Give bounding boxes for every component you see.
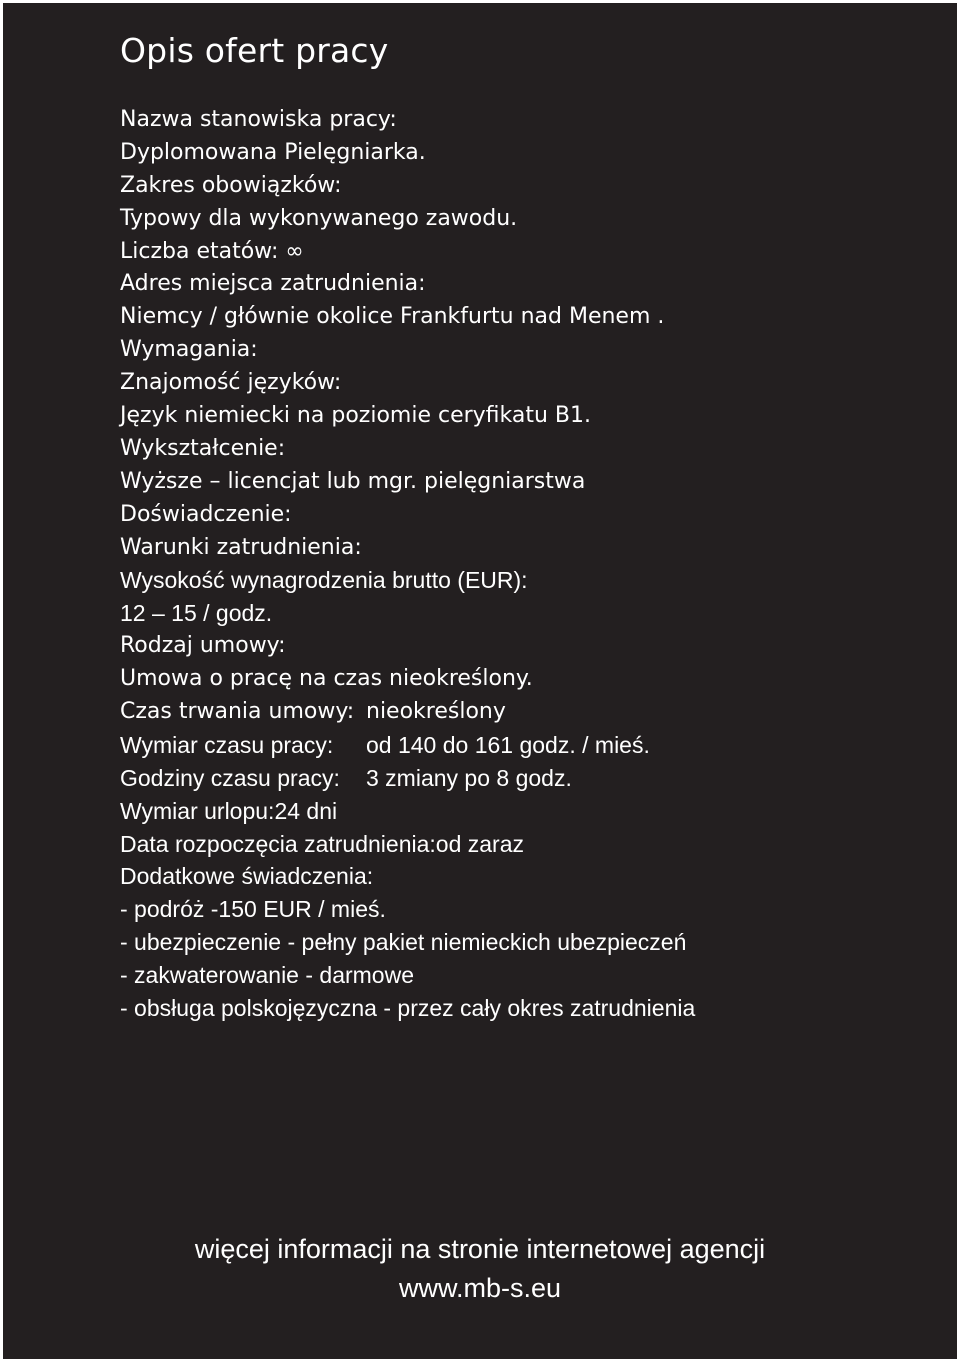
education-label: Wykształcenie: bbox=[120, 435, 286, 461]
languages-label: Znajomość języków: bbox=[120, 370, 342, 396]
benefit-insurance: - ubezpieczenie - pełny pakiet niemieckich ubezpieczeń bbox=[120, 929, 687, 956]
position-label: Nazwa stanowiska pracy: bbox=[120, 107, 397, 132]
languages-value: Język niemiecki na poziomie ceryfikatu B1. bbox=[120, 403, 592, 429]
benefit-accommodation: - zakwaterowanie - darmowe bbox=[120, 962, 415, 989]
working-time-label: Wymiar czasu pracy: bbox=[120, 731, 334, 758]
salary-value: 12 – 15 / godz. bbox=[120, 600, 273, 627]
education-value: Wyższe – licencjat lub mgr. pielęgniarstwa bbox=[120, 468, 586, 494]
vacation-row: Wymiar urlopu:24 dni bbox=[120, 797, 338, 824]
benefits-label: Dodatkowe świadczenia: bbox=[120, 863, 374, 890]
duties-label: Zakres obowiązków: bbox=[120, 172, 342, 198]
contract-duration-row bbox=[120, 696, 920, 729]
working-time-value: od 140 do 161 godz. / mieś. bbox=[366, 731, 650, 758]
experience-label: Doświadczenie: bbox=[120, 501, 292, 527]
benefit-travel: - podróż -150 EUR / mieś. bbox=[120, 896, 386, 923]
workplace-value: Niemcy / głównie okolice Frankfurtu nad Menem . bbox=[120, 304, 665, 330]
start-date-row: Data rozpoczęcia zatrudnienia:od zaraz bbox=[120, 830, 525, 857]
contract-type-label: Rodzaj umowy: bbox=[120, 633, 286, 659]
benefit-polish-support: - obsługa polskojęzyczna - przez cały okres zatrudnienia bbox=[120, 995, 696, 1022]
positions-count: Liczba etatów: ∞ bbox=[120, 238, 304, 264]
page-title: Opis ofert pracy bbox=[120, 31, 389, 70]
requirements-label: Wymagania: bbox=[120, 337, 258, 363]
conditions-label: Warunki zatrudnienia: bbox=[120, 534, 362, 560]
contract-type-value: Umowa o pracę na czas nieokreślony. bbox=[120, 666, 533, 692]
job-offer-page bbox=[3, 3, 957, 1359]
position-value: Dyplomowana Pielęgniarka. bbox=[120, 139, 426, 165]
working-hours-label: Godziny czasu pracy: bbox=[120, 764, 340, 791]
contract-duration-value: nieokreślony bbox=[366, 699, 506, 725]
footer-info-text: więcej informacji na stronie internetowej agencji bbox=[194, 1234, 766, 1264]
working-time-row bbox=[120, 729, 920, 762]
footer-website-link[interactable]: www.mb-s.eu bbox=[398, 1273, 562, 1303]
working-hours-row bbox=[120, 762, 920, 795]
salary-label: Wysokość wynagrodzenia brutto (EUR): bbox=[120, 567, 528, 594]
contract-duration-label: Czas trwania umowy: bbox=[120, 699, 355, 725]
offer-details bbox=[120, 104, 920, 1025]
workplace-label: Adres miejsca zatrudnienia: bbox=[120, 271, 426, 297]
duties-value: Typowy dla wykonywanego zawodu. bbox=[120, 205, 518, 231]
working-hours-value: 3 zmiany po 8 godz. bbox=[366, 764, 572, 791]
